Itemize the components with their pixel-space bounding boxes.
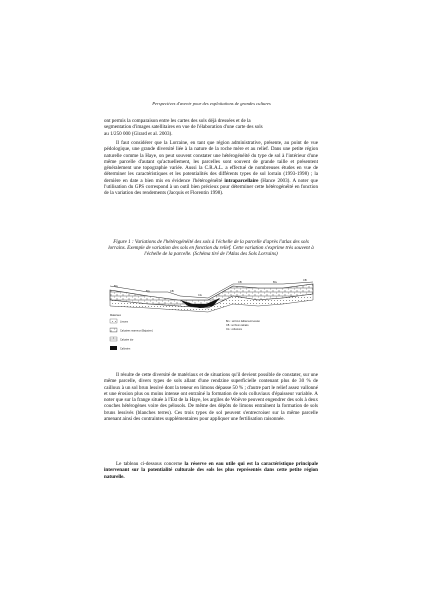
legend-item: Callovien — [120, 347, 131, 351]
soil-key — [226, 320, 261, 331]
soil-key-item: CB : sol brun calcaire — [226, 324, 249, 327]
soil-profile-diagram — [108, 278, 316, 366]
bold-term: la réserve en eau utile qui est la caractéristique principale intervenant sur la potentialité culturale des sols — [104, 461, 318, 474]
legend — [110, 314, 153, 351]
profile-tag: CB — [303, 279, 307, 282]
legend-item: Calcaires marneux (Bajocien) — [120, 329, 153, 333]
paragraph-text: Le tableau ci-dessous concerne — [116, 461, 183, 467]
bold-term: intraparcellaire — [224, 177, 259, 184]
profile-tag: CB — [170, 290, 174, 293]
soil-key-item: Cls : colluvions — [226, 328, 242, 331]
bold-term: les plus représentés dans cette petite région naturelle. — [104, 467, 318, 480]
intro-line: segmentation d'images satellitaires en vue de l'élaboration d'une carte des sols — [104, 124, 263, 131]
legend-item: Limons — [120, 320, 129, 324]
paragraph-tableau — [104, 461, 318, 480]
soil-profile-figure — [108, 278, 316, 366]
profile-tag: CB — [238, 281, 242, 284]
soil-key-item: Bru : sol brun faiblement lessivé — [226, 320, 260, 323]
paragraph-lorraine — [104, 140, 318, 197]
intro-line: au 1/250 000 (Girard et al. 2003). — [104, 130, 173, 137]
figure-caption: Figure 1 : Variations de l'hétérogénéité des sols à l'échelle de la parcelle d'après l'atlas des sols lorrains. Exemple de variation des sols en fonction du relief. Cette variation s'exprime très souvent à l'échelle de la parcelle. (Schéma tiré de l'Atlas des Sols Lorrains) — [108, 239, 314, 258]
intro-paragraph — [104, 118, 318, 137]
intro-line: ont permis la comparaison entre les cartes des sols déjà dressées et de la — [104, 118, 251, 124]
running-header: Perspectives d'avenir pour des exploitations de grandes cultures — [152, 101, 271, 106]
profile-tag: Cls — [198, 294, 202, 297]
profile-tag: Bru — [273, 281, 278, 284]
legend-title: Matériaux — [110, 314, 121, 317]
profile-tag: Bru — [146, 290, 151, 293]
profile-tag: Bru — [114, 285, 119, 288]
paragraph-text: (Hance 2003). A noter que l'utilisation du GPS correspond à un outil bien précieux pour déterminer cette hétérogénéité en fonction de la variation des rendements (Jacquis et Florentin 1998). — [104, 177, 318, 197]
legend-item: Calcaire dur — [120, 338, 134, 342]
paragraph-text: Il résulte de cette diversité de matériaux et de situations qu'il devient possible de constater, sur une même parcelle, divers types de sols allant d'une rendzine superficielle contenant plus de 30 % de cailloux à un sol brun lessivé dont la teneur en limons dépasse 50 % ; d'autre part le relief assez vallonné et une érosion plus ou moins intense ont entraîné la formation de sols colluviaux d'épaisseur variable. A noter que sur la frange située à l'Est de la Haye, les argiles de Woëvre peuvent engendrer des sols à deux couches hétérogènes voire des pélosols. De même des dépôts de limons entraînent la formation de sols bruns lessivés (blanches terres). Ces trois types de sol peuvent s'entrecroiser sur la même parcelle amenant ainsi des contraintes supplémentaires pour appliquer une fertilisation raisonnée. — [104, 372, 318, 423]
profile-layers — [110, 282, 313, 312]
paragraph-text: Il faut considérer que la Lorraine, en tant que région administrative, présente, au point de vue pédologique, une grande diversité liée à la nature de la roche mère et au relief. Dans une petite région naturelle comme la Haye, on peut souvent constater une hétérogénéité du type de sol à l'intérieur d'une même parcelle d'autant qu'actuellement, les parcelles sont souvent de grande taille et présentent généralement une topographie variée. Aussi la C.R.A.L. a effectué de nombreuses études en vue de déterminer les caractéristiques et les potentialités des différents types de sol lorrain (1993-1998) ; la dernière en date a bien mis en évidence l'hétérogénéité — [104, 140, 318, 184]
paragraph-diversite — [104, 372, 318, 422]
